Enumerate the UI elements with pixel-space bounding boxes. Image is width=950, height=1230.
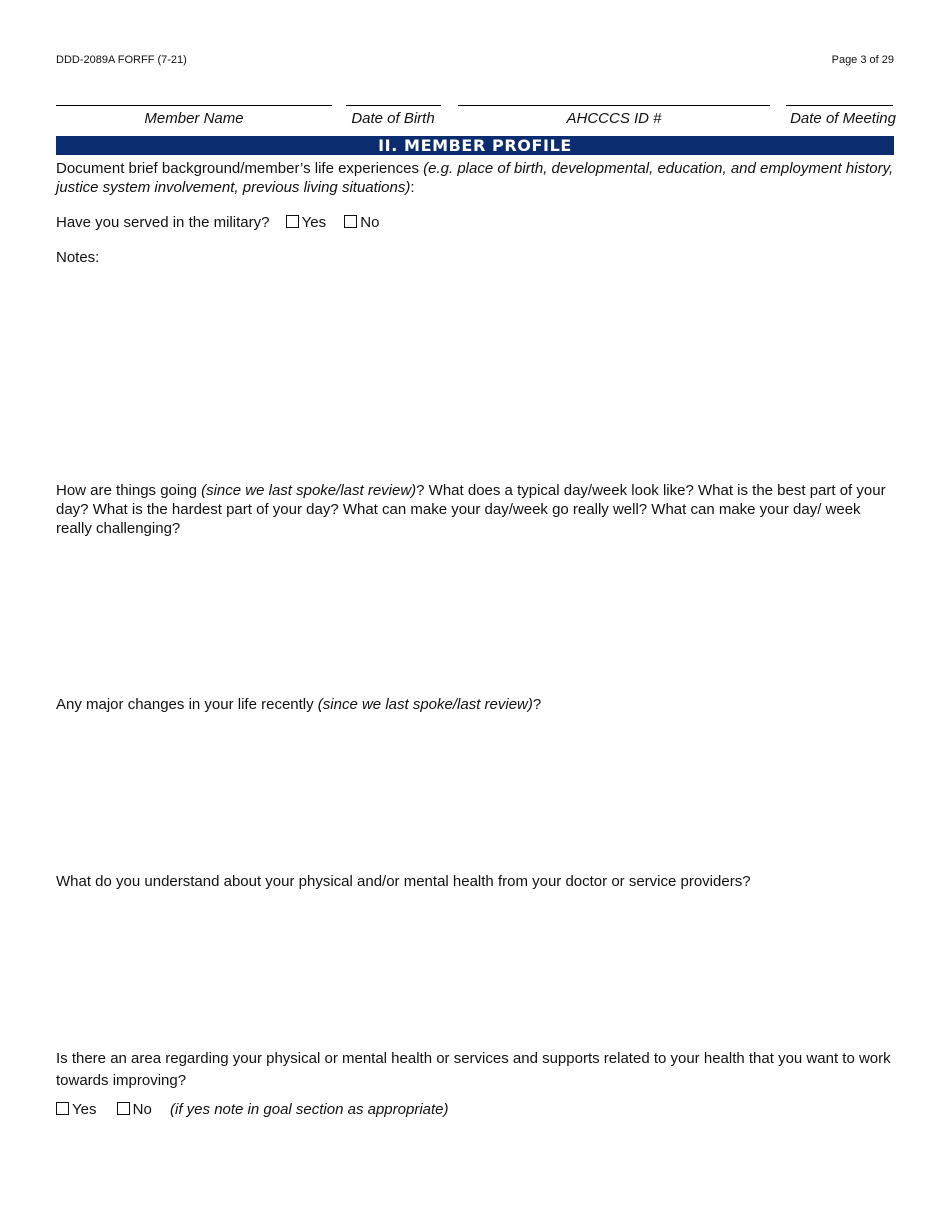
improve-no-checkbox[interactable] — [117, 1102, 130, 1115]
things-going-pre: How are things going — [56, 482, 202, 499]
major-changes-pre: Any major changes in your life recently — [56, 696, 318, 713]
things-going-italic: (since we last spoke/last review) — [201, 482, 417, 499]
ahcccs-id-line[interactable] — [458, 105, 770, 106]
section-banner: II. MEMBER PROFILE — [56, 136, 894, 155]
military-yes-label: Yes — [301, 214, 327, 231]
things-going-post: ? What does a typical day/week look like? What is the best part of your day? What is the hardest part of your day? What can make your day/week go really well? What can make your day/ week really challenging? — [56, 482, 886, 537]
page-number: Page 3 of 29 — [831, 54, 894, 66]
things-going-question — [56, 481, 896, 538]
things-going-answer-area[interactable] — [56, 545, 894, 685]
military-yes-checkbox[interactable] — [286, 215, 299, 228]
major-changes-italic: (since we last spoke/last review) — [317, 696, 533, 713]
date-of-meeting-line[interactable] — [786, 105, 893, 106]
major-changes-answer-area[interactable] — [56, 720, 894, 865]
background-text: Document brief background/member’s life experiences — [56, 160, 424, 177]
member-name-line[interactable] — [56, 105, 332, 106]
background-instructions — [56, 159, 896, 197]
improve-no-option[interactable] — [117, 1100, 152, 1119]
form-id: DDD-2089A FORFF (7-21) — [56, 54, 187, 66]
improve-note: (if yes note in goal section as appropriate) — [170, 1101, 449, 1118]
military-no-option[interactable] — [344, 213, 379, 232]
understand-health-question: What do you understand about your physical and/or mental health from your doctor or service providers? — [56, 873, 751, 890]
date-of-birth-line[interactable] — [346, 105, 441, 106]
notes-area[interactable] — [56, 270, 894, 470]
military-no-checkbox[interactable] — [344, 215, 357, 228]
member-name-label: Member Name — [144, 110, 244, 127]
improve-yes-checkbox[interactable] — [56, 1102, 69, 1115]
date-of-meeting-label: Date of Meeting — [790, 110, 896, 127]
military-no-label: No — [360, 214, 380, 231]
major-changes-question — [56, 695, 896, 714]
date-of-birth-label: Date of Birth — [351, 110, 435, 127]
improve-yes-label: Yes — [72, 1101, 97, 1118]
improve-yes-option[interactable] — [56, 1100, 96, 1119]
understand-health-answer-area[interactable] — [56, 897, 894, 1042]
major-changes-post: ? — [532, 696, 542, 713]
background-end: : — [410, 179, 415, 196]
military-question: Have you served in the military? — [56, 214, 270, 231]
military-yes-option[interactable] — [286, 213, 326, 232]
background-examples: (e.g. place of birth, developmental, education, and employment history, justice system involvement, previous living situations) — [56, 160, 894, 196]
improve-area-question: Is there an area regarding your physical or mental health or services and supports related to your health that you want to work towards improving? — [56, 1050, 891, 1089]
improve-no-label: No — [132, 1101, 152, 1118]
military-question-row — [56, 213, 896, 232]
improve-area-options — [56, 1100, 896, 1119]
notes-label: Notes: — [56, 249, 100, 266]
ahcccs-id-label: AHCCCS ID # — [566, 110, 662, 127]
